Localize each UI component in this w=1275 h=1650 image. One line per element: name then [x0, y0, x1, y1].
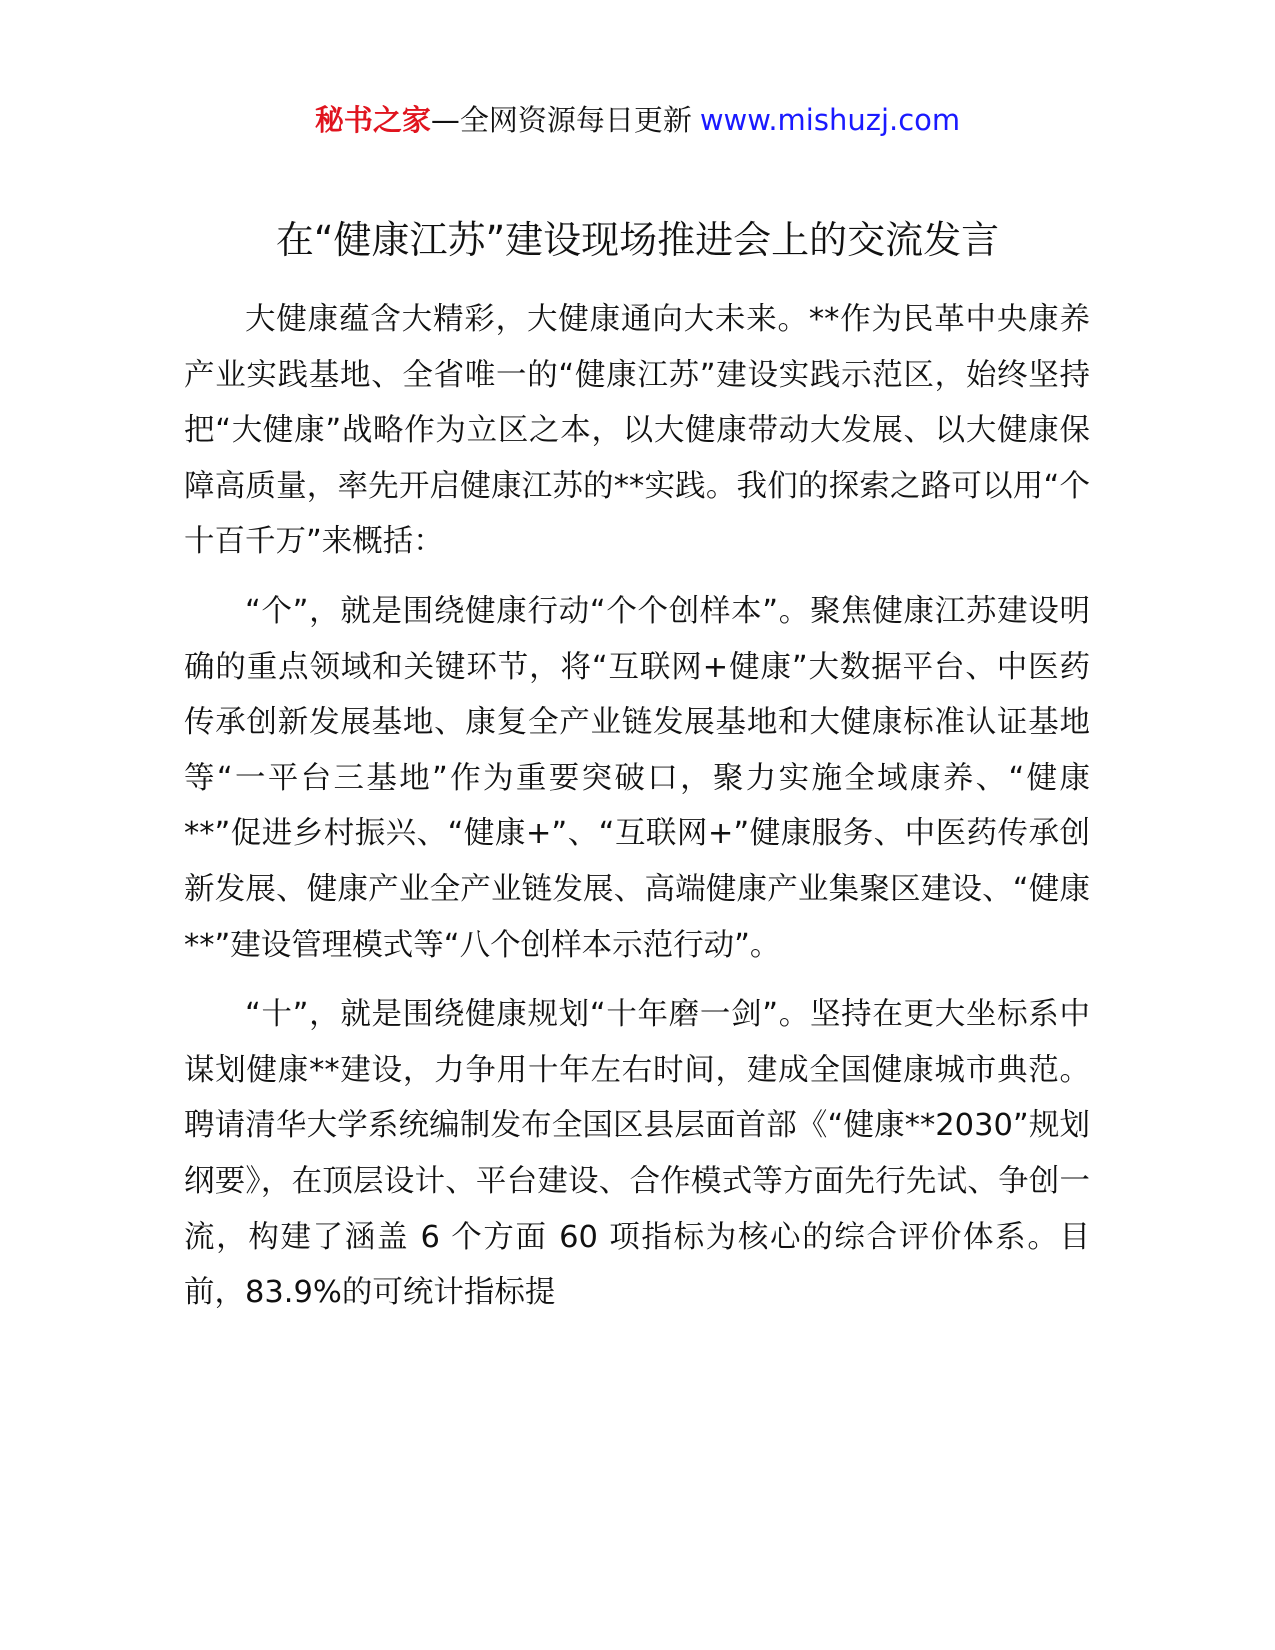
paragraph-intro: 大健康蕴含大精彩，大健康通向大未来。**作为民革中央康养产业实践基地、全省唯一的“健康江苏”建设实践示范区，始终坚持把“大健康”战略作为立区之本，以大健康带动大发展、以大健康保障高质量，率先开启健康江苏的**实践。我们的探索之路可以用“个十百千万”来概括： — [184, 302, 1090, 560]
document-body — [184, 292, 1090, 1335]
site-tagline: —全网资源每日更新 — [430, 103, 692, 137]
site-brand: 秘书之家 — [314, 103, 431, 137]
paragraph-shi: “十”，就是围绕健康规划“十年磨一剑”。坚持在更大坐标系中谋划健康**建设，力争用十年左右时间，建成全国健康城市典范。聘请清华大学系统编制发布全国区县层面首部《“健康**2030”规划纲要》，在顶层设计、平台建设、合作模式等方面先行先试、争创一流，构建了涵盖 6 个方面 60 项指标为核心的综合评价体系。目前，83.9%的可统计指标提 — [184, 997, 1090, 1311]
site-url-link[interactable]: www.mishuzj.com — [699, 103, 961, 137]
paragraph-ge: “个”，就是围绕健康行动“个个创样本”。聚焦健康江苏建设明确的重点领域和关键环节，将“互联网+健康”大数据平台、中医药传承创新发展基地、康复全产业链发展基地和大健康标准认证基地等“一平台三基地”作为重要突破口，聚力实施全域康养、“健康**”促进乡村振兴、“健康+”、“互联网+”健康服务、中医药传承创新发展、健康产业全产业链发展、高端健康产业集聚区建设、“健康**”建设管理模式等“八个创样本示范行动”。 — [184, 593, 1090, 963]
site-header — [0, 100, 1275, 140]
document-title: 在“健康江苏”建设现场推进会上的交流发言 — [275, 218, 1000, 262]
